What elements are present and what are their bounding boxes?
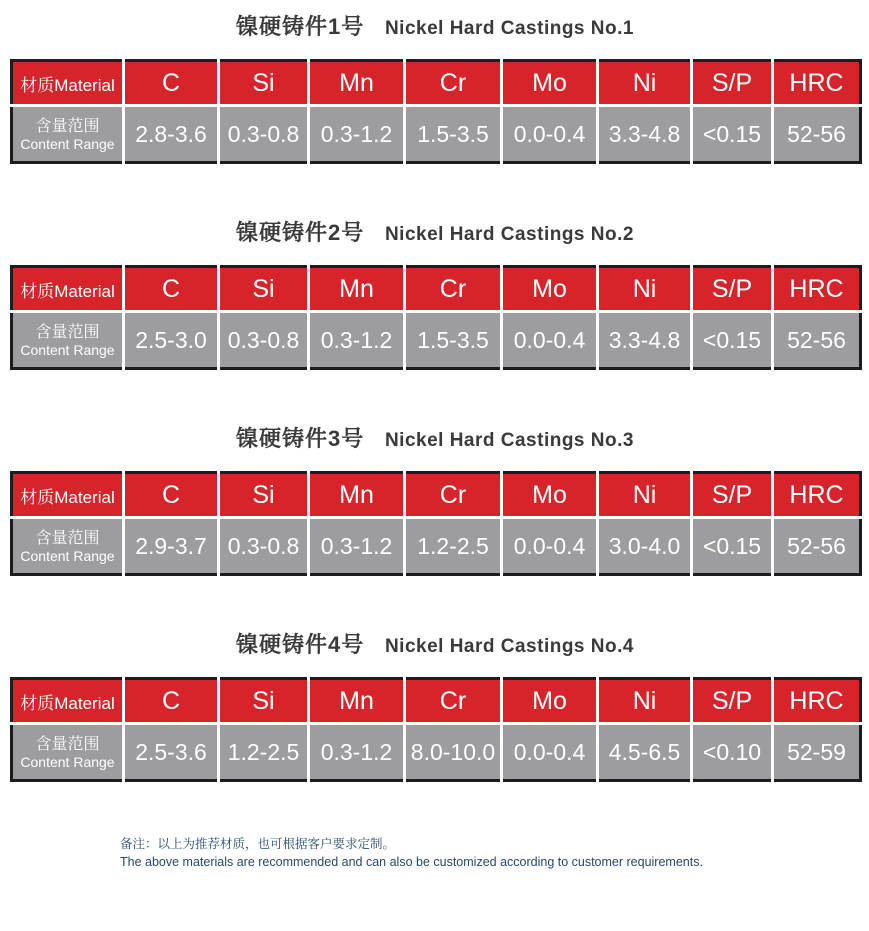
col-header-sp: S/P	[692, 267, 773, 312]
row-label-zh: 含量范围	[35, 735, 100, 753]
value-cell-c: 2.5-3.0	[124, 312, 219, 369]
section-title-en: Nickel Hard Castings No.1	[384, 18, 634, 39]
col-header-cr: Cr	[405, 267, 502, 312]
value-cell-sp: <0.15	[692, 106, 773, 163]
value-cell-cr: 1.5-3.5	[405, 106, 502, 163]
value-cell-mo: 0.0-0.4	[502, 724, 598, 781]
col-header-mo: Mo	[502, 679, 598, 724]
col-header-sp: S/P	[692, 473, 773, 518]
col-header-mn: Mn	[309, 679, 405, 724]
footnote-zh: 备注：以上为推荐材质，也可根据客户要求定制。	[120, 837, 396, 851]
spec-table-no2	[10, 265, 862, 370]
value-cell-ni: 4.5-6.5	[598, 724, 692, 781]
value-cell-mn: 0.3-1.2	[309, 106, 405, 163]
value-cell-mo: 0.0-0.4	[502, 518, 598, 575]
value-cell-si: 0.3-0.8	[219, 312, 309, 369]
value-cell-cr: 8.0-10.0	[405, 724, 502, 781]
col-header-hrc: HRC	[773, 267, 861, 312]
col-header-mo: Mo	[502, 473, 598, 518]
row-label-en: Content Range	[20, 135, 115, 152]
section-castings-no2	[10, 218, 860, 370]
value-cell-hrc: 52-56	[773, 106, 861, 163]
value-cell-sp: <0.10	[692, 724, 773, 781]
section-castings-no3	[10, 424, 860, 576]
row-label-en: Content Range	[20, 753, 115, 770]
col-header-cr: Cr	[405, 473, 502, 518]
spec-table-no4	[10, 677, 862, 782]
col-header-material: 材质Material	[12, 267, 124, 312]
value-cell-cr: 1.2-2.5	[405, 518, 502, 575]
spec-table-no3	[10, 471, 862, 576]
value-cell-mn: 0.3-1.2	[309, 312, 405, 369]
header-row	[12, 267, 861, 312]
col-header-ni: Ni	[598, 267, 692, 312]
value-cell-ni: 3.3-4.8	[598, 312, 692, 369]
section-title	[10, 424, 860, 456]
row-label-zh: 含量范围	[35, 323, 100, 341]
value-cell-si: 0.3-0.8	[219, 518, 309, 575]
value-cell-sp: <0.15	[692, 518, 773, 575]
col-header-si: Si	[219, 473, 309, 518]
footnote-en: The above materials are recommended and can also be customized according to customer requirements.	[120, 854, 703, 869]
section-title-zh: 镍硬铸件4号	[236, 632, 365, 657]
section-title-en: Nickel Hard Castings No.3	[384, 430, 634, 451]
row-label-cell	[12, 518, 124, 575]
header-row	[12, 473, 861, 518]
content-row	[12, 312, 861, 369]
section-title	[10, 12, 860, 44]
col-header-cr: Cr	[405, 679, 502, 724]
col-header-hrc: HRC	[773, 679, 861, 724]
col-header-material: 材质Material	[12, 679, 124, 724]
col-header-mn: Mn	[309, 473, 405, 518]
value-cell-c: 2.5-3.6	[124, 724, 219, 781]
value-cell-mn: 0.3-1.2	[309, 724, 405, 781]
col-header-sp: S/P	[692, 61, 773, 106]
content-row	[12, 518, 861, 575]
row-label-zh: 含量范围	[35, 529, 100, 547]
section-title-en: Nickel Hard Castings No.2	[384, 224, 634, 245]
content-row	[12, 106, 861, 163]
col-header-ni: Ni	[598, 473, 692, 518]
value-cell-mo: 0.0-0.4	[502, 106, 598, 163]
col-header-sp: S/P	[692, 679, 773, 724]
col-header-mo: Mo	[502, 61, 598, 106]
col-header-c: C	[124, 473, 219, 518]
row-label-en: Content Range	[20, 341, 115, 358]
col-header-ni: Ni	[598, 679, 692, 724]
row-label-cell	[12, 724, 124, 781]
section-title	[10, 218, 860, 250]
row-label-cell	[12, 106, 124, 163]
value-cell-mo: 0.0-0.4	[502, 312, 598, 369]
col-header-si: Si	[219, 679, 309, 724]
footnote	[120, 836, 860, 871]
value-cell-c: 2.9-3.7	[124, 518, 219, 575]
value-cell-mn: 0.3-1.2	[309, 518, 405, 575]
section-title-zh: 镍硬铸件3号	[236, 426, 365, 451]
value-cell-ni: 3.0-4.0	[598, 518, 692, 575]
col-header-mn: Mn	[309, 61, 405, 106]
col-header-c: C	[124, 679, 219, 724]
content-row	[12, 724, 861, 781]
col-header-material: 材质Material	[12, 473, 124, 518]
col-header-mo: Mo	[502, 267, 598, 312]
value-cell-c: 2.8-3.6	[124, 106, 219, 163]
col-header-ni: Ni	[598, 61, 692, 106]
col-header-c: C	[124, 267, 219, 312]
section-castings-no4	[10, 630, 860, 782]
header-row	[12, 61, 861, 106]
section-title	[10, 630, 860, 662]
section-title-zh: 镍硬铸件2号	[236, 220, 365, 245]
header-row	[12, 679, 861, 724]
col-header-c: C	[124, 61, 219, 106]
section-title-zh: 镍硬铸件1号	[236, 14, 365, 39]
row-label-cell	[12, 312, 124, 369]
value-cell-si: 0.3-0.8	[219, 106, 309, 163]
value-cell-hrc: 52-59	[773, 724, 861, 781]
col-header-hrc: HRC	[773, 473, 861, 518]
spec-table-no1	[10, 59, 862, 164]
col-header-material: 材质Material	[12, 61, 124, 106]
col-header-mn: Mn	[309, 267, 405, 312]
value-cell-hrc: 52-56	[773, 518, 861, 575]
col-header-si: Si	[219, 267, 309, 312]
section-castings-no1	[10, 12, 860, 164]
col-header-cr: Cr	[405, 61, 502, 106]
col-header-hrc: HRC	[773, 61, 861, 106]
value-cell-ni: 3.3-4.8	[598, 106, 692, 163]
value-cell-si: 1.2-2.5	[219, 724, 309, 781]
value-cell-hrc: 52-56	[773, 312, 861, 369]
value-cell-cr: 1.5-3.5	[405, 312, 502, 369]
section-title-en: Nickel Hard Castings No.4	[384, 636, 634, 657]
row-label-zh: 含量范围	[35, 117, 100, 135]
col-header-si: Si	[219, 61, 309, 106]
value-cell-sp: <0.15	[692, 312, 773, 369]
row-label-en: Content Range	[20, 547, 115, 564]
